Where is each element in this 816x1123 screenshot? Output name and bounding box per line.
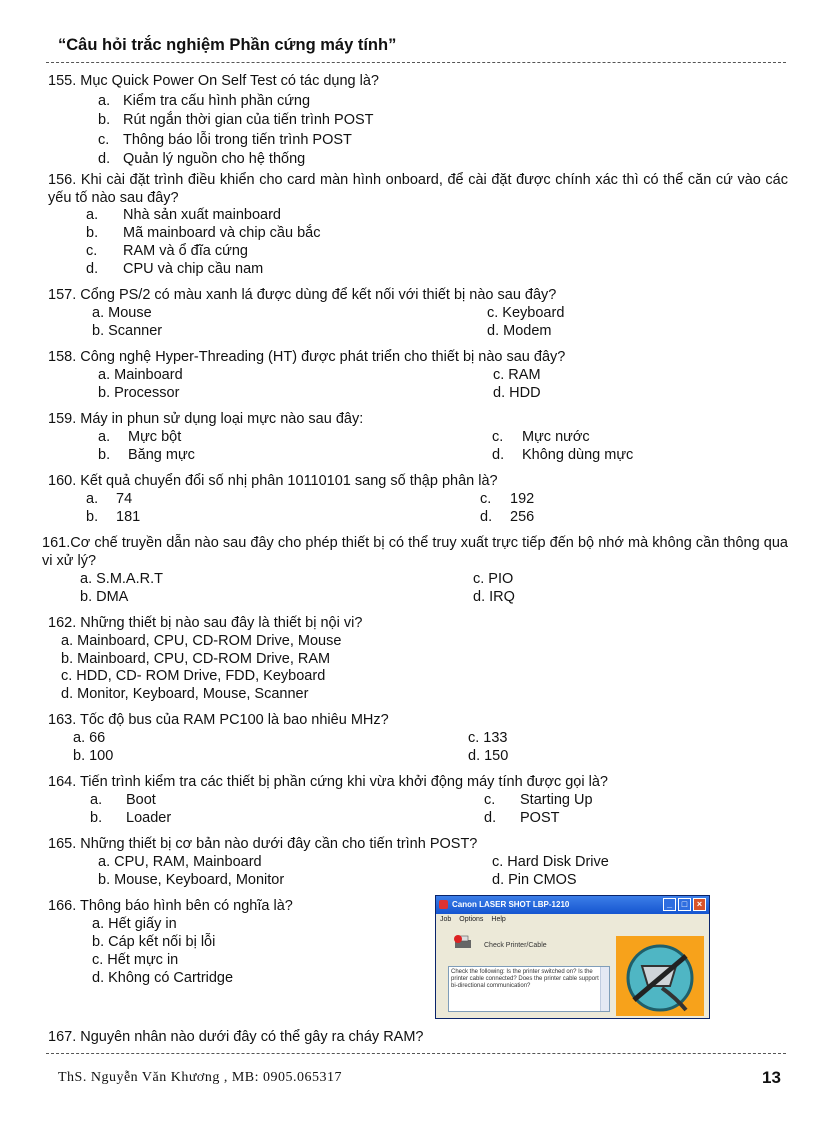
option-161-b: b. DMA — [80, 589, 129, 605]
option-156-a: Nhà sản xuất mainboard — [123, 207, 281, 223]
dialog-status: Check Printer/Cable — [484, 942, 547, 949]
option-159-c-letter: c. — [492, 429, 504, 445]
option-157-a: a. Mouse — [92, 305, 152, 321]
option-163-a: a. 66 — [73, 730, 106, 746]
option-165-c: c. Hard Disk Drive — [492, 854, 609, 870]
footer-author: ThS. Nguyễn Văn Khương , MB: 0905.065317 — [58, 1070, 343, 1085]
option-166-a: a. Hết giấy in — [92, 916, 177, 932]
option-164-a: Boot — [126, 792, 156, 808]
option-164-b: Loader — [126, 810, 172, 826]
option-161-d: d. IRQ — [473, 589, 515, 605]
option-163-d: d. 150 — [468, 748, 509, 764]
option-156-b-letter: b. — [86, 225, 99, 241]
dialog-scrollbar — [600, 967, 609, 1011]
option-159-b: Băng mực — [128, 447, 195, 463]
printer-error-icon — [452, 934, 474, 952]
option-160-c: 192 — [510, 491, 535, 507]
cable-connector-icon — [616, 936, 704, 1016]
question-155: 155. Mục Quick Power On Self Test có tác dụng là? — [48, 73, 379, 89]
option-159-d-letter: d. — [492, 447, 505, 463]
printer-error-dialog — [435, 895, 710, 1019]
option-159-c: Mực nước — [522, 429, 590, 445]
option-159-b-letter: b. — [98, 447, 111, 463]
option-160-a-letter: a. — [86, 491, 99, 507]
option-161-a: a. S.M.A.R.T — [80, 571, 163, 587]
option-158-b: b. Processor — [98, 385, 180, 401]
option-163-b: b. 100 — [73, 748, 114, 764]
option-164-c: Starting Up — [520, 792, 593, 808]
menu-help: Help — [491, 916, 506, 923]
option-161-c: c. PIO — [473, 571, 514, 587]
option-160-b: 181 — [116, 509, 141, 525]
option-164-d: POST — [520, 810, 560, 826]
option-165-a: a. CPU, RAM, Mainboard — [98, 854, 262, 870]
option-166-b: b. Cáp kết nối bị lỗi — [92, 934, 216, 950]
dialog-details: Check the following: Is the printer switched on? Is the printer cable connected? Does the printer cable support bi-directional communication? — [451, 969, 599, 989]
question-165: 165. Những thiết bị cơ bản nào dưới đây cần cho tiến trình POST? — [48, 836, 478, 852]
option-165-d: d. Pin CMOS — [492, 872, 577, 888]
option-165-b: b. Mouse, Keyboard, Monitor — [98, 872, 285, 888]
footer-divider — [46, 1053, 786, 1054]
option-164-b-letter: b. — [90, 810, 103, 826]
printer-app-icon — [439, 900, 448, 909]
option-159-d: Không dùng mực — [522, 447, 634, 463]
printer-cable-illustration — [616, 936, 704, 1016]
question-164: 164. Tiến trình kiểm tra các thiết bị phần cứng khi vừa khởi động máy tính được gọi là? — [48, 774, 608, 790]
header-divider — [46, 62, 786, 63]
option-155-a: Kiểm tra cấu hình phần cứng — [123, 93, 311, 109]
option-155-d: Quản lý nguồn cho hệ thống — [123, 151, 306, 167]
option-155-c-letter: c. — [98, 132, 110, 148]
maximize-icon: □ — [678, 898, 691, 911]
option-156-a-letter: a. — [86, 207, 99, 223]
option-164-a-letter: a. — [90, 792, 103, 808]
option-157-d: d. Modem — [487, 323, 552, 339]
question-157: 157. Cổng PS/2 có màu xanh lá được dùng để kết nối với thiết bị nào sau đây? — [48, 287, 557, 303]
option-160-a: 74 — [116, 491, 133, 507]
question-167: 167. Nguyên nhân nào dưới đây có thể gây ra cháy RAM? — [48, 1029, 424, 1045]
option-164-d-letter: d. — [484, 810, 497, 826]
option-160-b-letter: b. — [86, 509, 99, 525]
question-160: 160. Kết quả chuyển đổi số nhị phân 10110101 sang số thập phân là? — [48, 473, 498, 489]
option-160-d: 256 — [510, 509, 535, 525]
option-160-c-letter: c. — [480, 491, 492, 507]
option-162-d: d. Monitor, Keyboard, Mouse, Scanner — [61, 686, 309, 702]
option-155-d-letter: d. — [98, 151, 111, 167]
question-166: 166. Thông báo hình bên có nghĩa là? — [48, 898, 293, 914]
option-160-d-letter: d. — [480, 509, 493, 525]
menu-options: Options — [459, 916, 484, 923]
option-162-a: a. Mainboard, CPU, CD-ROM Drive, Mouse — [61, 633, 342, 649]
minimize-icon: _ — [663, 898, 676, 911]
option-159-a: Mực bột — [128, 429, 182, 445]
dialog-menu-bar — [436, 914, 709, 925]
option-157-c: c. Keyboard — [487, 305, 565, 321]
dialog-details-box — [448, 966, 610, 1012]
question-162: 162. Những thiết bị nào sau đây là thiết bị nội vi? — [48, 615, 363, 631]
close-icon: × — [693, 898, 706, 911]
option-162-c: c. HDD, CD- ROM Drive, FDD, Keyboard — [61, 668, 326, 684]
option-155-a-letter: a. — [98, 93, 111, 109]
option-158-d: d. HDD — [493, 385, 541, 401]
option-156-c: RAM và ổ đĩa cứng — [123, 243, 248, 259]
menu-job: Job — [440, 916, 452, 923]
option-155-b: Rút ngắn thời gian của tiến trình POST — [123, 112, 374, 128]
option-163-c: c. 133 — [468, 730, 508, 746]
page-number: 13 — [762, 1068, 781, 1087]
dialog-title: Canon LASER SHOT LBP-1210 — [452, 900, 570, 909]
question-156: 156. Khi cài đặt trình điều khiển cho card màn hình onboard, để cài đặt được chính xác thì có thể căn cứ vào các yếu tố nào sau đây? — [48, 172, 788, 206]
option-156-d: CPU và chip cầu nam — [123, 261, 264, 277]
option-155-c: Thông báo lỗi trong tiến trình POST — [123, 132, 352, 148]
option-156-d-letter: d. — [86, 261, 99, 277]
option-166-c: c. Hết mực in — [92, 952, 179, 968]
question-158: 158. Công nghệ Hyper-Threading (HT) được phát triển cho thiết bị nào sau đây? — [48, 349, 566, 365]
option-158-a: a. Mainboard — [98, 367, 183, 383]
option-158-c: c. RAM — [493, 367, 541, 383]
option-155-b-letter: b. — [98, 112, 111, 128]
option-156-b: Mã mainboard và chip cầu bắc — [123, 225, 321, 241]
question-161: 161.Cơ chế truyền dẫn nào sau đây cho phép thiết bị có thể truy xuất trực tiếp đến bộ nhớ mà không cần thông qua vi xử lý? — [42, 535, 788, 569]
option-159-a-letter: a. — [98, 429, 111, 445]
option-156-c-letter: c. — [86, 243, 98, 259]
dialog-title-bar — [436, 896, 709, 914]
option-164-c-letter: c. — [484, 792, 496, 808]
page-header-title: “Câu hỏi trắc nghiệm Phần cứng máy tính” — [58, 36, 397, 54]
option-162-b: b. Mainboard, CPU, CD-ROM Drive, RAM — [61, 651, 331, 667]
question-159: 159. Máy in phun sử dụng loại mực nào sau đây: — [48, 411, 364, 427]
option-166-d: d. Không có Cartridge — [92, 970, 234, 986]
option-157-b: b. Scanner — [92, 323, 163, 339]
question-163: 163. Tốc độ bus của RAM PC100 là bao nhiêu MHz? — [48, 712, 389, 728]
